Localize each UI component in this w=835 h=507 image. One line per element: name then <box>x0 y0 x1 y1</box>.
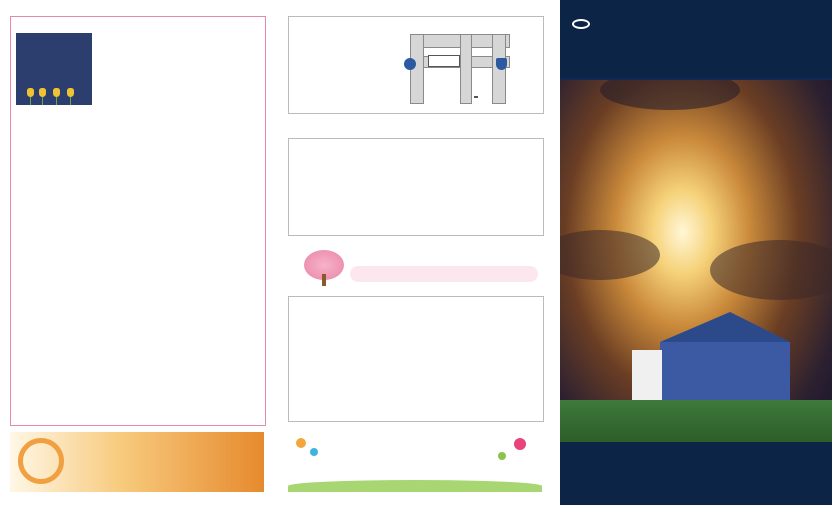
service-banner-message <box>350 266 538 282</box>
info-panel <box>282 0 550 507</box>
exit-label <box>474 96 478 98</box>
sunset-church-image <box>560 80 832 442</box>
logo-mark-icon <box>572 19 590 29</box>
duty-box <box>288 296 544 422</box>
church-marker <box>428 55 460 67</box>
church-slogan-banner <box>288 430 542 492</box>
hwy-99-icon <box>404 58 416 70</box>
service-banner <box>288 238 542 290</box>
dancers-silhouette <box>18 404 256 418</box>
i5-icon <box>496 58 507 70</box>
koinonia-banner <box>10 432 264 492</box>
be-joyful-image <box>16 33 92 105</box>
cover-panel <box>560 0 832 505</box>
meditation-panel <box>0 0 275 507</box>
contact-footer <box>560 442 832 505</box>
location-map <box>400 26 518 106</box>
koinonia-logo <box>18 438 64 484</box>
welcome-text <box>792 250 832 400</box>
church-logo <box>572 19 600 29</box>
cover-header <box>560 0 832 78</box>
staff-box <box>288 138 544 236</box>
church-building <box>660 342 790 400</box>
